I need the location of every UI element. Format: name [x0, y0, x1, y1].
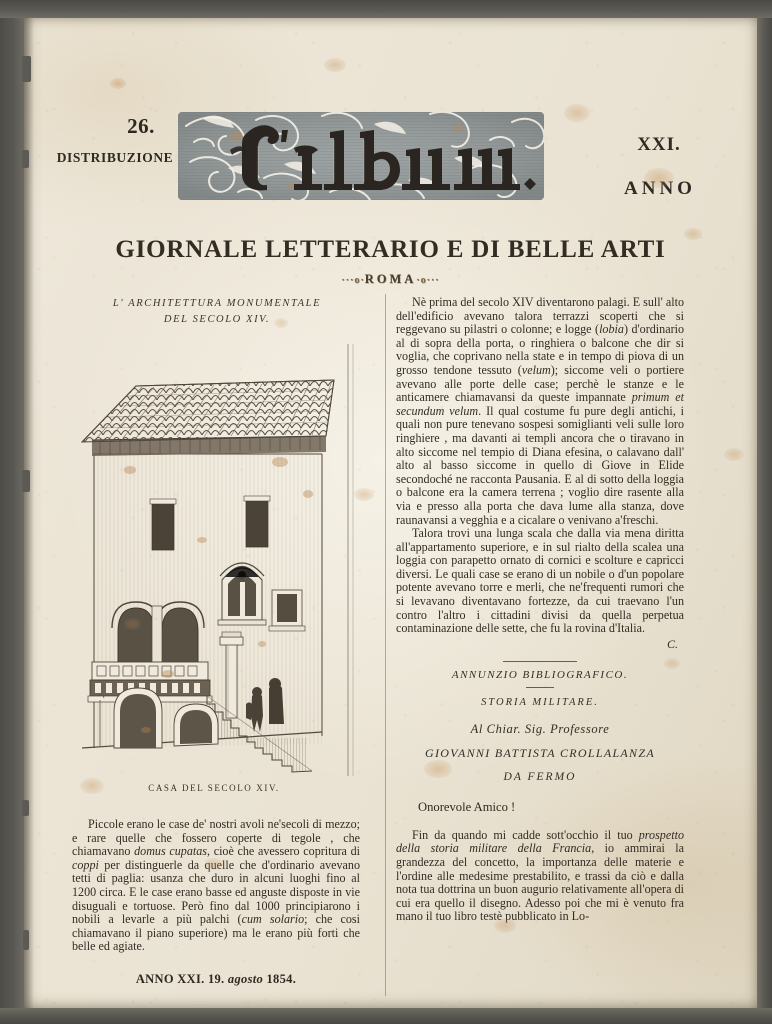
dedicatee-name: GIOVANNI BATTISTA CROLLALANZA	[425, 745, 655, 760]
text-run: . Il qual costume fu pure degli antichi, i quali non pure tenevano sospesi somiglianti veli sulle loro ringhiere , ma davanti ai templi ancora che o tiravano in alto siccome nel tempio di Diana efesina, o calavano dall' alto al basso siccome in quello di Giove in Elide secondoché ne racconta Pausania. E al di sotto della loggia o balcone era la camera terrena ; voglio dire rasente alla via e presso alla porta che dava lume alla stanza, dove raunavansi a vegghia e a cicalare o venivano a'freschi.	[396, 403, 684, 527]
text-run: ) d'ordinario al di sopra della porta, o ringhiera o balcone che dir si voglia, che coprivano nella state e in tempo di piova di un grosso tendone tessuto (	[396, 322, 685, 377]
masthead	[24, 18, 757, 228]
backdrop-left	[0, 0, 24, 1024]
kicker-line-1: L' ARCHITETTURA MONUMENTALE	[112, 298, 322, 309]
page-tear-nick	[22, 150, 29, 168]
latin-term: cum solario	[241, 912, 305, 927]
paragraph	[396, 829, 684, 924]
newspaper-page	[24, 18, 757, 1008]
section-heading-annunzio: ANNUNZIO BIBLIOGRAFICO.	[451, 668, 629, 681]
kicker-line-2: DEL SECOLO XIV.	[163, 313, 271, 325]
section-rule-short	[526, 687, 554, 688]
issue-date-line	[72, 972, 360, 987]
place-line	[24, 270, 757, 288]
latin-term: primum et secundum velum	[396, 390, 684, 418]
date-prefix: ANNO XXI. 19.	[135, 972, 225, 986]
paragraph	[72, 818, 360, 954]
latin-term: lobia	[599, 322, 624, 337]
page-tear-nick	[22, 800, 29, 816]
page-tear-nick	[22, 56, 31, 82]
section-rule	[503, 661, 577, 662]
text-run: Fin da quando mi cadde sott'occhio il tuo	[412, 827, 639, 842]
right-column	[396, 296, 686, 996]
ornament-dots-right: ·o···	[416, 275, 440, 286]
column-divider	[385, 294, 386, 996]
place-name	[341, 272, 439, 287]
backdrop-bottom	[0, 1008, 772, 1024]
page-tear-nick	[23, 930, 29, 950]
casa-del-secolo-xiv-engraving	[76, 344, 360, 776]
work-title: prospetto della storia militare della Francia	[396, 827, 684, 856]
place-name-text: ROMA	[364, 272, 417, 286]
letter-salutation: Onorevole Amico !	[418, 799, 516, 814]
latin-term: velum	[521, 362, 551, 377]
latin-term: coppi	[72, 857, 99, 872]
backdrop-right	[757, 0, 772, 1024]
backdrop-top	[0, 0, 772, 18]
date-month: agosto	[227, 972, 264, 986]
dedicatee-origin: DA FERMO	[503, 770, 577, 783]
latin-term: domus cupatas	[134, 844, 207, 859]
page-tear-nick	[22, 470, 30, 492]
paragraph: Talora trovi una lunga scala che dalla via mena diritta all'appartamento superiore, e in sul rialto della scalea una loggia con parapetto ornato di cornici e scolture e capricci diversi. Le quali case se erano di un nobile o d'un popolare potente avevano torre e merli, che ne'frequenti rumori che si levavano diventavano fortezze, da cui traevano l'un contro l'altro i cittadini divisi da quella perpetua contaminazione delle sette, che fu la rovina d'Italia.	[396, 526, 684, 636]
text-run: , cioè che avessero copritura di	[207, 844, 361, 859]
publication-subtitle: GIORNALE LETTERARIO E DI BELLE ARTI	[115, 236, 666, 263]
ornament-dots-left: ···o·	[341, 275, 365, 286]
text-run: per distinguerle da quelle che d'ordinario avevano tetti di paglia: usanza che duro in alcuni luoghi fino al 1200 circa. E le case erano basse ed anguste disposte in vie disuguali e tortuose. Però fino dal 1000 principiarono i nobili a levarle a più palchi (	[72, 857, 360, 927]
section-heading-storia: STORIA MILITARE.	[481, 696, 599, 708]
left-column-body	[72, 818, 360, 954]
distribuzione-label: DISTRIBUZIONE	[56, 150, 174, 165]
text-run: Piccole erano le case de' nostri avoli ne'secoli di mezzo; e rare quelle che fossero coperte di tegole , che chiamavano	[72, 817, 360, 859]
volume-number: XXI.	[637, 134, 681, 155]
text-run: Nè prima del secolo XIV diventarono palagi. E sull' alto dell'edificio avevano talora terrazzi scoperti che si reggevano su pilastri o colonne; e logge (	[396, 295, 684, 337]
publication-logo	[172, 106, 550, 206]
text-run: ; che cosi chiamavano il piano superiore) ma le erano più forti che belle ed agiate.	[72, 912, 360, 954]
text-run: ); siccome veli o portiere avevano alle porte delle case; perchè le stanze e le anticamere chiamavansi da queste impannate	[396, 362, 684, 405]
left-column	[72, 296, 362, 996]
anno-label: ANNO	[624, 178, 696, 199]
text-run: , io ammirai la grandezza del concetto, la importanza delle materie e l'ordine alle medesime prestabilito, e trassi da ciò e dalla nota tua dottrina un buon augurio relativamente all'opera di cui era quello il disegno. Adesso poi che mi è venuto fra mano il tuo libro testè pubblicato in Lo-	[396, 841, 685, 924]
date-year: 1854.	[266, 972, 297, 986]
article-kicker	[72, 296, 362, 328]
dedication-line: Al Chiar. Sig. Professore	[470, 721, 610, 736]
paragraph	[396, 296, 684, 527]
figure-caption: CASA DEL SECOLO XIV.	[148, 783, 280, 793]
right-column-body	[396, 296, 684, 924]
issue-number: 26.	[127, 114, 155, 138]
article-signature: C.	[666, 636, 678, 651]
